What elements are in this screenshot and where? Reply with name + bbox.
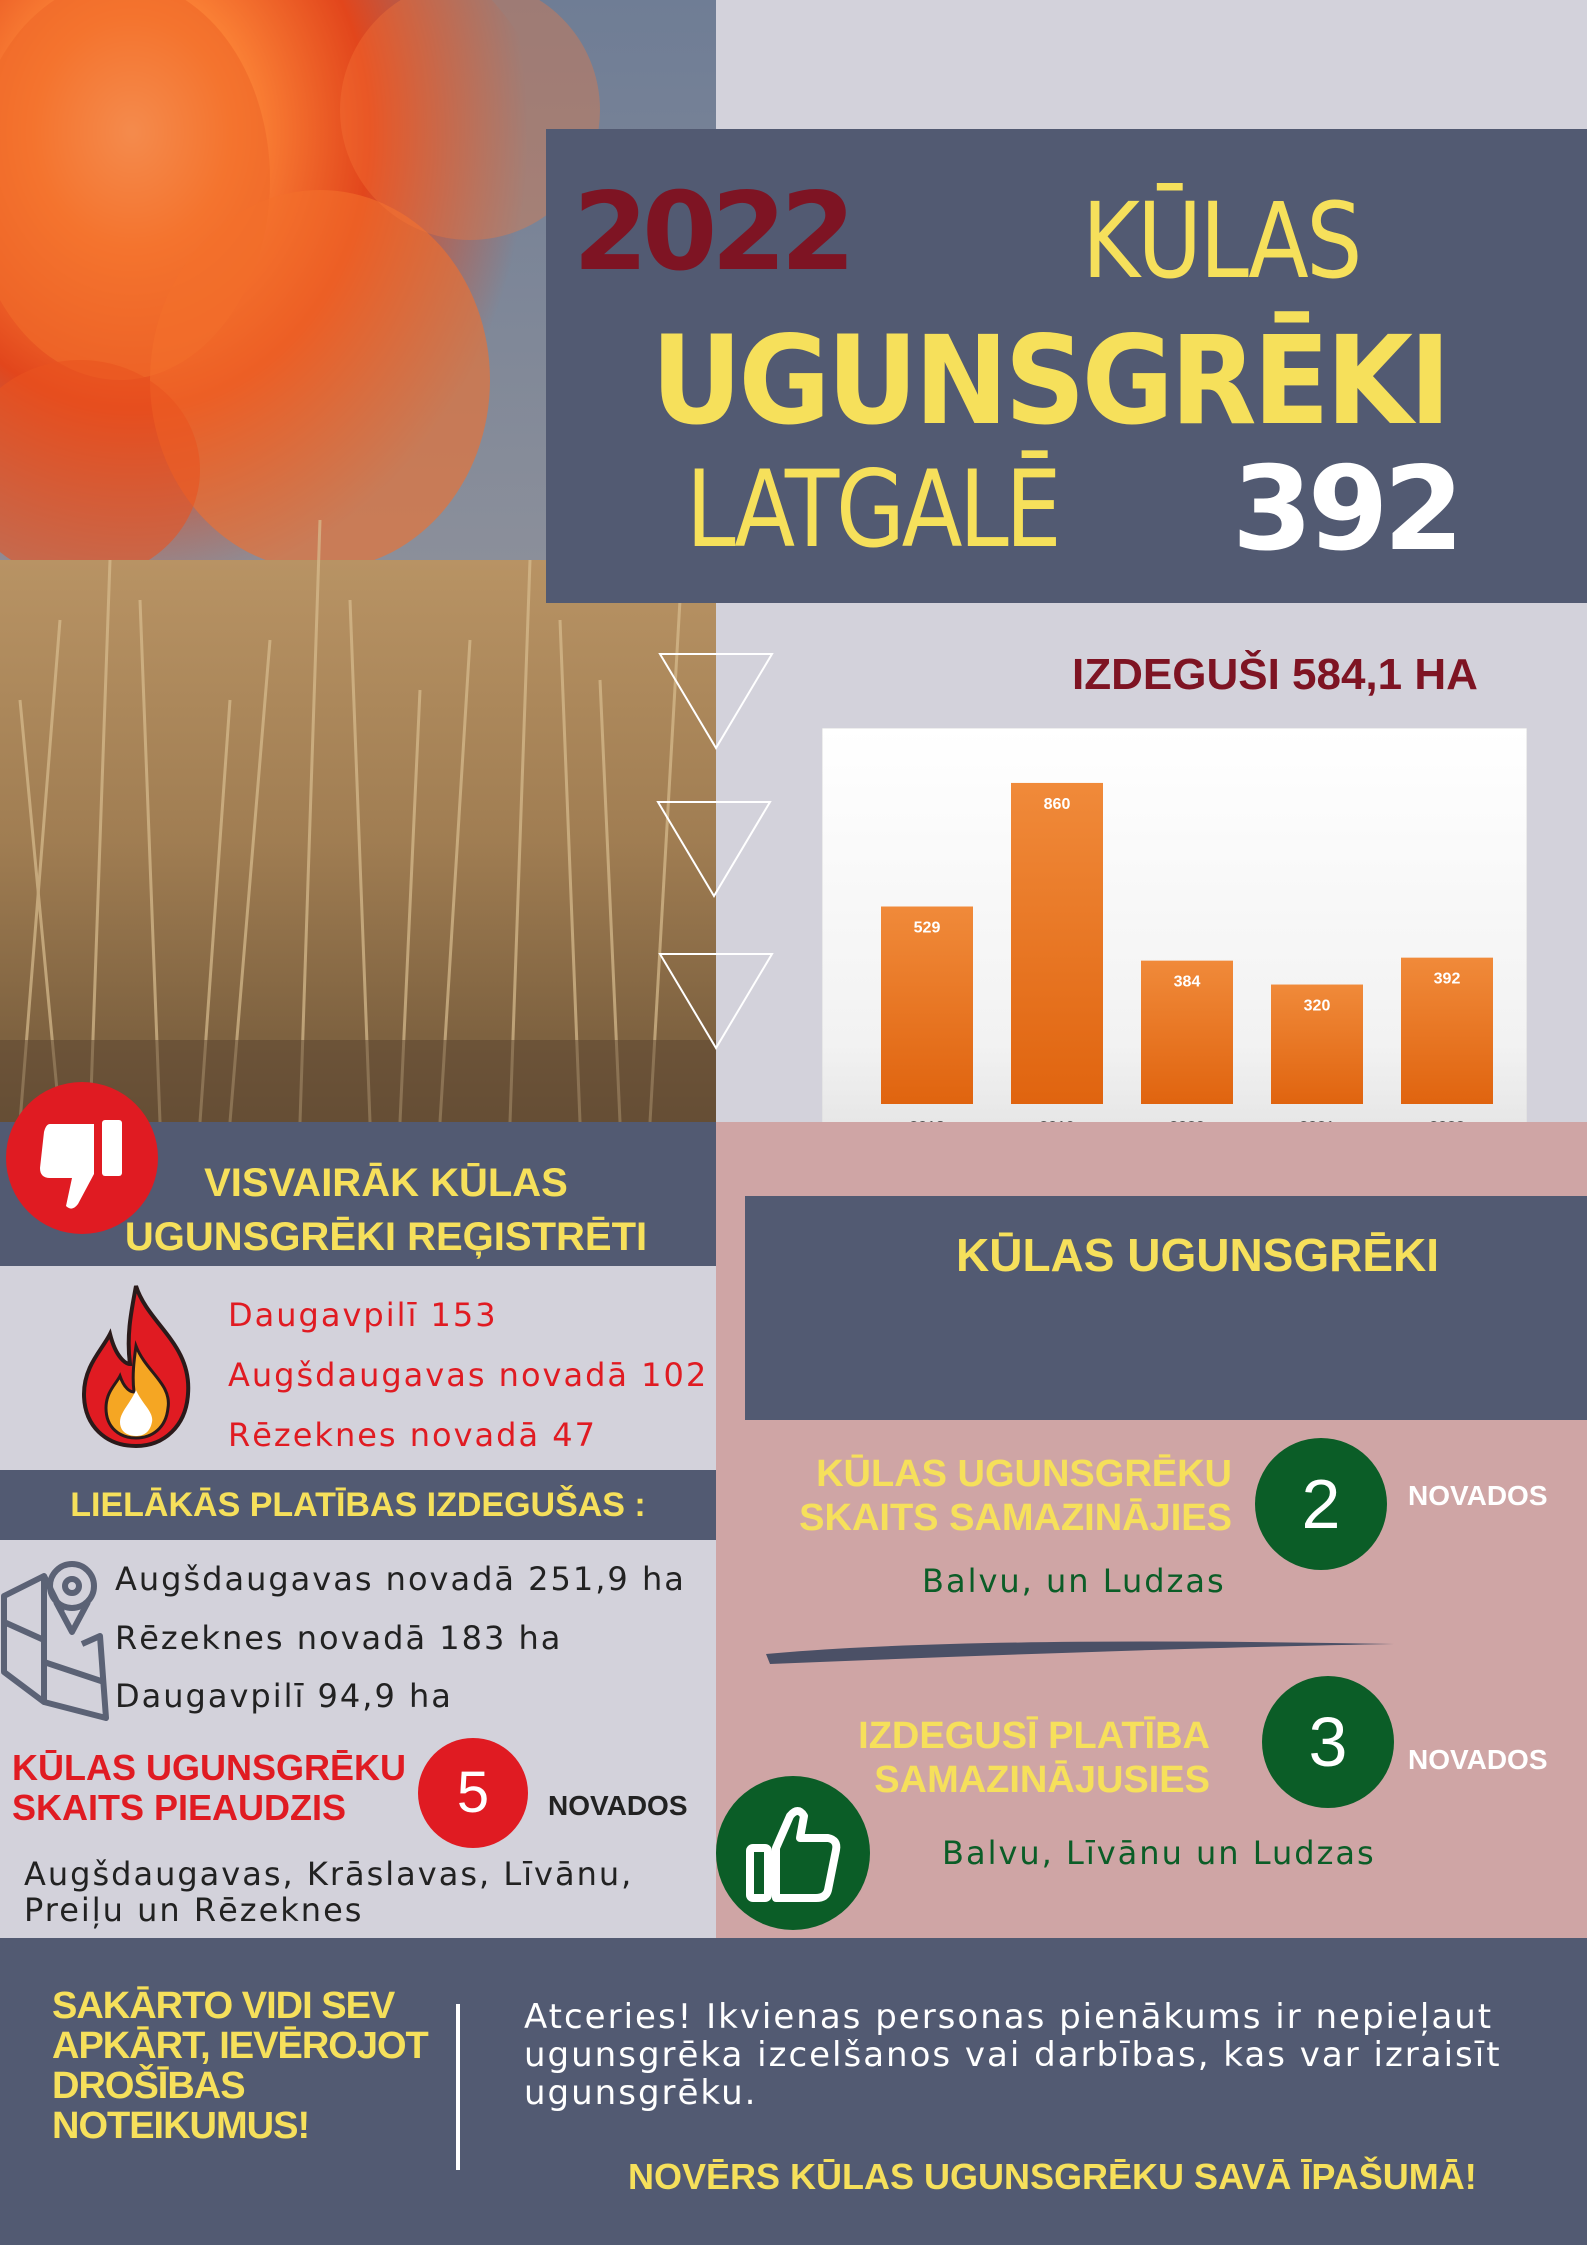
year-label: 2022 — [573, 170, 850, 295]
fire-icon — [76, 1284, 198, 1448]
title-line-3: LATGALĒ — [686, 448, 1059, 571]
largest-area-item: Daugavpilī 94,9 ha — [115, 1677, 453, 1715]
footer-divider — [456, 2004, 460, 2170]
bar-value-label: 860 — [1043, 795, 1071, 813]
decreased-unit: NOVADOS — [1408, 1480, 1548, 1511]
most-registered-item: Daugavpilī 153 — [228, 1296, 498, 1334]
bar-value-label: 529 — [913, 919, 941, 937]
triangle-decor-1 — [658, 652, 774, 752]
right-panel-title: KŪLAS UGUNSGRĒKI — [956, 1229, 1440, 1281]
title-line-2: UGUNSGRĒKI — [651, 310, 1448, 452]
map-pin-icon — [0, 1552, 110, 1722]
bar-2019 — [1011, 783, 1103, 1104]
increased-unit: NOVADOS — [548, 1790, 688, 1821]
fires-bar-chart — [822, 728, 1527, 1149]
footer-slogan: SAKĀRTO VIDI SEV APKĀRT, IEVĒROJOT DROŠĪBAS NOTEIKUMUS! — [52, 1985, 428, 2147]
largest-areas-title: LIELĀKĀS PLATĪBAS IZDEGUŠAS : — [70, 1486, 646, 1524]
decreased-list: Balvu, un Ludzas — [922, 1562, 1226, 1600]
area-decreased-title: IZDEGUSĪ PLATĪBA SAMAZINĀJUSIES — [858, 1715, 1210, 1801]
largest-area-item: Augšdaugavas novadā 251,9 ha — [115, 1560, 686, 1598]
burned-area-label: IZDEGUŠI 584,1 HA — [1072, 650, 1478, 699]
decreased-title: KŪLAS UGUNSGRĒKU SKAITS SAMAZINĀJIES — [799, 1453, 1232, 1539]
bar-value-label: 384 — [1173, 973, 1201, 991]
thumbs-down-icon — [6, 1082, 158, 1234]
triangle-decor-2 — [656, 800, 772, 900]
increased-list: Augšdaugavas, Krāslavas, Līvānu, Preiļu un Rēzeknes — [24, 1855, 634, 1929]
bar-value-label: 320 — [1303, 997, 1331, 1015]
area-decreased-unit: NOVADOS — [1408, 1744, 1548, 1775]
brush-divider — [760, 1630, 1400, 1670]
area-decreased-count-badge: 3 — [1262, 1676, 1394, 1808]
largest-area-item: Rēzeknes novadā 183 ha — [115, 1619, 563, 1657]
footer-call-to-action: NOVĒRS KŪLAS UGUNSGRĒKU SAVĀ ĪPAŠUMĀ! — [628, 2156, 1477, 2197]
thumbs-up-icon — [716, 1776, 870, 1930]
most-registered-title: VISVAIRĀK KŪLAS UGUNSGRĒKI REĢISTRĒTI — [124, 1161, 648, 1259]
most-registered-item: Rēzeknes novadā 47 — [228, 1416, 597, 1454]
most-registered-item: Augšdaugavas novadā 102 — [228, 1356, 709, 1394]
increased-title: KŪLAS UGUNSGRĒKU SKAITS PIEAUDZIS — [12, 1747, 407, 1828]
triangle-decor-3 — [658, 952, 774, 1052]
bar-value-label: 392 — [1433, 970, 1461, 988]
area-decreased-list: Balvu, Līvānu un Ludzas — [942, 1834, 1376, 1872]
total-count: 392 — [1232, 442, 1460, 577]
title-line-1: KŪLAS — [1082, 180, 1360, 302]
decreased-count-badge: 2 — [1255, 1438, 1387, 1570]
footer-reminder: Atceries! Ikvienas personas pienākums ir nepieļaut ugunsgrēka izcelšanos vai darbības, kas var izraisīt ugunsgrēku. — [524, 1997, 1502, 2113]
increased-count-badge: 5 — [418, 1738, 528, 1848]
